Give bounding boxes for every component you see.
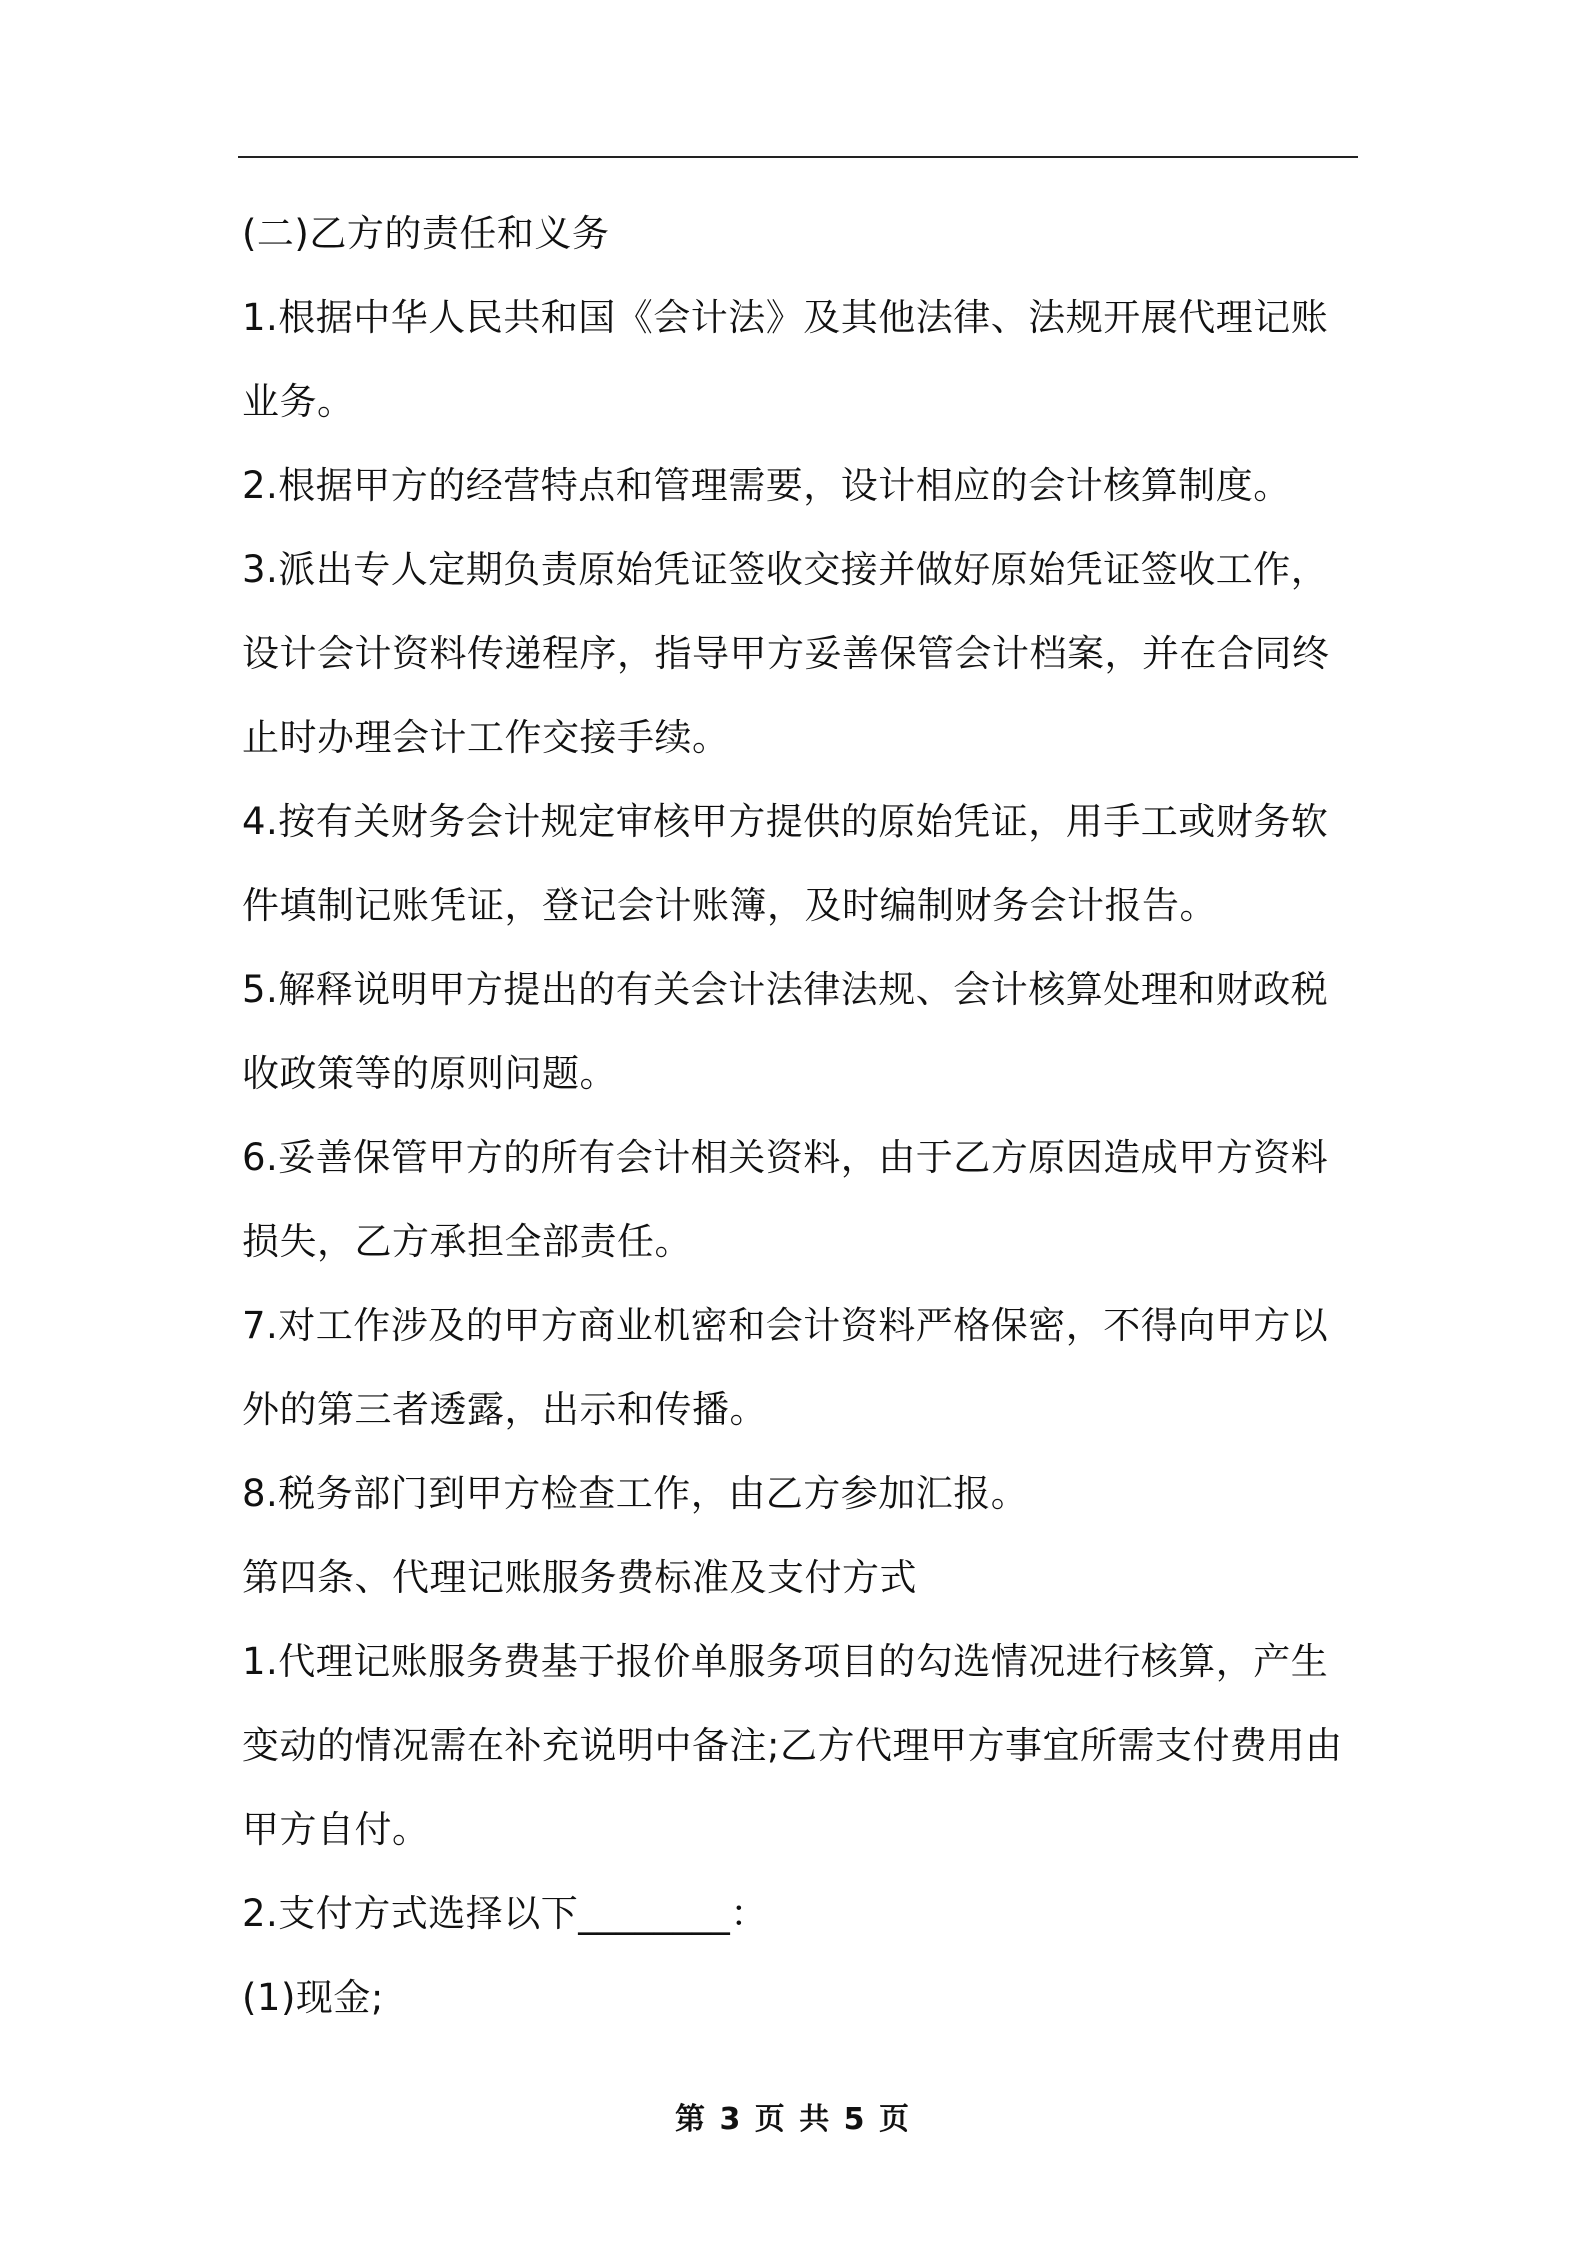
document-body (242, 192, 1358, 2040)
section-heading: 第四条、代理记账服务费标准及支付方式 (242, 1556, 917, 1599)
paragraph: 2.根据甲方的经营特点和管理需要，设计相应的会计核算制度。 (242, 464, 1291, 507)
page-number-footer: 第 3 页 共 5 页 (675, 2102, 911, 2137)
paragraph: 6.妥善保管甲方的所有会计相关资料，由于乙方原因造成甲方资料损失，乙方承担全部责任。 (242, 1136, 1329, 1263)
paragraph: 1.根据中华人民共和国《会计法》及其他法律、法规开展代理记账业务。 (242, 296, 1329, 423)
section-heading: (二)乙方的责任和义务 (242, 212, 610, 255)
paragraph: 5.解释说明甲方提出的有关会计法律法规、会计核算处理和财政税收政策等的原则问题。 (242, 968, 1329, 1095)
paragraph: 1.代理记账服务费基于报价单服务项目的勾选情况进行核算，产生变动的情况需在补充说明中备注;乙方代理甲方事宜所需支付费用由甲方自付。 (242, 1640, 1343, 1851)
paragraph: 7.对工作涉及的甲方商业机密和会计资料严格保密，不得向甲方以外的第三者透露，出示和传播。 (242, 1304, 1329, 1431)
paragraph: (1)现金; (242, 1976, 384, 2019)
paragraph: 3.派出专人定期负责原始凭证签收交接并做好原始凭证签收工作，设计会计资料传递程序，指导甲方妥善保管会计档案，并在合同终止时办理会计工作交接手续。 (242, 548, 1330, 759)
paragraph: 4.按有关财务会计规定审核甲方提供的原始凭证，用手工或财务软件填制记账凭证，登记会计账簿，及时编制财务会计报告。 (242, 800, 1329, 927)
paragraph: 2.支付方式选择以下________： (242, 1892, 768, 1935)
header-divider (238, 156, 1358, 158)
paragraph: 8.税务部门到甲方检查工作，由乙方参加汇报。 (242, 1472, 1029, 1515)
